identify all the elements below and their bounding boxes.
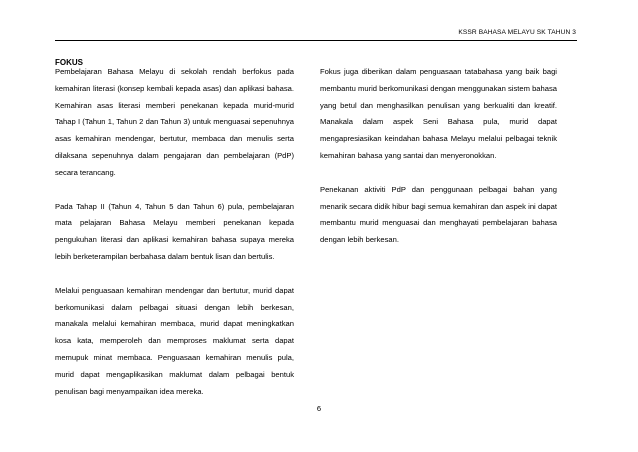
paragraph: Fokus juga diberikan dalam penguasaan tatabahasa yang baik bagi membantu murid berkomunikasi dengan menggunakan sistem bahasa yang betul dan menghasilkan penulisan yang berkualiti dan kreatif. Manakala dalam aspek Seni Bahasa pula, murid dapat mengapresiasikan keindahan bahasa Melayu melalui pelbagai teknik kemahiran bahasa yang santai dan menyeronokkan. <box>320 67 557 160</box>
section-heading: FOKUS <box>55 58 83 67</box>
paragraph: Melalui penguasaan kemahiran mendengar dan bertutur, murid dapat berkomunikasi dalam pelbagai situasi dengan lebih berkesan, manakala melalui kemahiran membaca, murid dapat meningkatkan kosa kata, memperoleh dan memproses maklumat serta dapat memupuk minat membaca. Penguasaan kemahiran menulis pula, murid dapat mengaplikasikan maklumat dalam pelbagai bentuk penulisan bagi menyampaikan idea mereka. <box>55 285 294 396</box>
paragraph: Pembelajaran Bahasa Melayu di sekolah rendah berfokus pada kemahiran literasi (konsep kembali kepada asas) dan aplikasi bahasa. Kemahiran asas literasi memberi penekanan kepada murid-murid Tahap I (Tahun 1, Tahun 2 dan Tahun 3) untuk menguasai sepenuhnya asas kemahiran mendengar, bertutur, membaca dan menulis serta dilaksana sepenuhnya dalam pengajaran dan pembelajaran (PdP) secara terancang. <box>55 67 294 177</box>
paragraph: Penekanan aktiviti PdP dan penggunaan pelbagai bahan yang menarik secara didik hibur bagi semua kemahiran dan aspek ini dapat membantu murid menguasai dan menghayati pembelajaran bahasa dengan lebih berkesan. <box>320 184 557 245</box>
page-number: 6 <box>316 404 322 413</box>
paragraph: Pada Tahap II (Tahun 4, Tahun 5 dan Tahun 6) pula, pembelajaran mata pelajaran Bahasa Melayu memberi penekanan kepada pengukuhan literasi dan aplikasi kemahiran bahasa supaya mereka lebih berketerampilan berbahasa dalam bentuk lisan dan bertulis. <box>55 201 294 261</box>
running-header: KSSR BAHASA MELAYU SK TAHUN 3 <box>458 29 576 36</box>
left-column <box>55 64 294 400</box>
header-rule <box>55 40 577 41</box>
right-column <box>320 64 557 249</box>
